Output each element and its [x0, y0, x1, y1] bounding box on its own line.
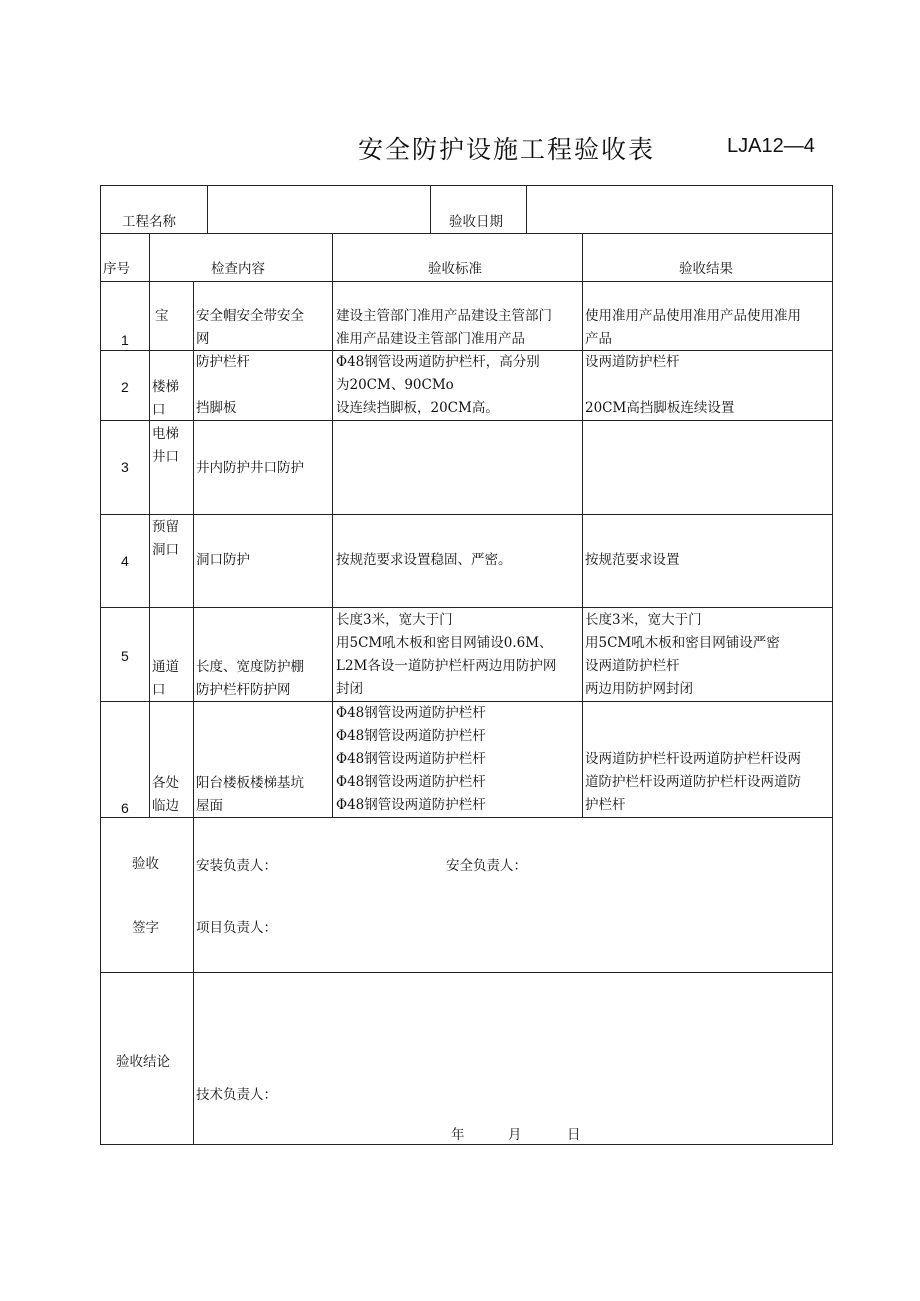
tech-signature: 技术负责人： [196, 1087, 277, 1103]
safety-signature: 安全负责人： [446, 858, 527, 874]
signature-label-1: 验收 [132, 856, 159, 872]
row-seq: 2 [121, 379, 129, 395]
form-code: LJA12—4 [727, 135, 815, 157]
row-item: 井内防护井口防护 [196, 460, 304, 476]
conclusion-label: 验收结论 [116, 1054, 170, 1070]
row-area: 电梯 井口 [152, 426, 179, 465]
installer-signature: 安装负责人： [196, 858, 277, 874]
row-item: 洞口防护 [196, 552, 250, 568]
row-area: 宝 [155, 308, 169, 324]
col-header-result: 验收结果 [679, 261, 733, 277]
page-title: 安全防护设施工程验收表 [358, 135, 656, 164]
date-day: 日 [567, 1127, 581, 1143]
col-header-seq: 序号 [103, 261, 130, 277]
date-month: 月 [508, 1127, 522, 1143]
row-standard: 建设主管部门准用产品建设主管部门 准用产品建设主管部门准用产品 [336, 308, 552, 347]
row-result: 20CM高挡脚板连续设置 [585, 400, 735, 416]
row-result: 设两道防护栏杆 [585, 354, 680, 370]
row-result: 长度3米，宽大于门 用5CM吼木板和密目网铺设严密 设两道防护栏杆 两边用防护网封闭 [585, 612, 780, 697]
project-name-label: 工程名称 [122, 214, 176, 230]
row-result: 使用准用产品使用准用产品使用准用 产品 [585, 308, 801, 347]
row-seq: 1 [121, 332, 129, 348]
date-year: 年 [451, 1127, 465, 1143]
row-item: 长度、宽度防护棚 防护栏杆防护网 [196, 659, 304, 698]
row-item: 挡脚板 [196, 400, 237, 416]
project-manager-signature: 项目负责人： [196, 920, 277, 936]
col-header-standard: 验收标准 [428, 261, 482, 277]
acceptance-date-label: 验收日期 [449, 214, 503, 230]
row-standard: 长度3米，宽大于门 用5CM吼木板和密目网铺设0.6M、 L2M各设一道防护栏杆两边用防护网 封闭 [336, 612, 557, 697]
row-item: 阳台楼板楼梯基坑 屋面 [196, 775, 304, 814]
row-standard: Φ48钢管设两道防护栏杆，高分别 为20CM、90CMo 设连续挡脚板，20CM高。 [336, 354, 540, 416]
row-seq: 5 [121, 648, 129, 664]
row-area: 预留 洞口 [152, 519, 179, 558]
row-item: 防护栏杆 [196, 354, 250, 370]
row-result: 设两道防护栏杆设两道防护栏杆设两 道防护栏杆设两道防护栏杆设两道防 护栏杆 [585, 751, 801, 813]
row-area: 楼梯 口 [152, 379, 179, 418]
row-seq: 4 [121, 553, 129, 569]
row-area: 通道 口 [152, 659, 179, 698]
row-area: 各处 临边 [152, 775, 179, 814]
row-seq: 3 [121, 459, 129, 475]
row-standard: Φ48钢管设两道防护栏杆 Φ48钢管设两道防护栏杆 Φ48钢管设两道防护栏杆 Φ48钢管设两道防护栏杆 Φ48钢管设两道防护栏杆 [336, 705, 486, 813]
row-seq: 6 [121, 800, 129, 816]
signature-label-2: 签字 [132, 920, 159, 936]
row-result: 按规范要求设置 [585, 552, 680, 568]
row-standard: 按规范要求设置稳固、严密。 [336, 552, 512, 568]
col-header-content: 检查内容 [211, 261, 265, 277]
row-item: 安全帽安全带安全 网 [196, 308, 304, 347]
